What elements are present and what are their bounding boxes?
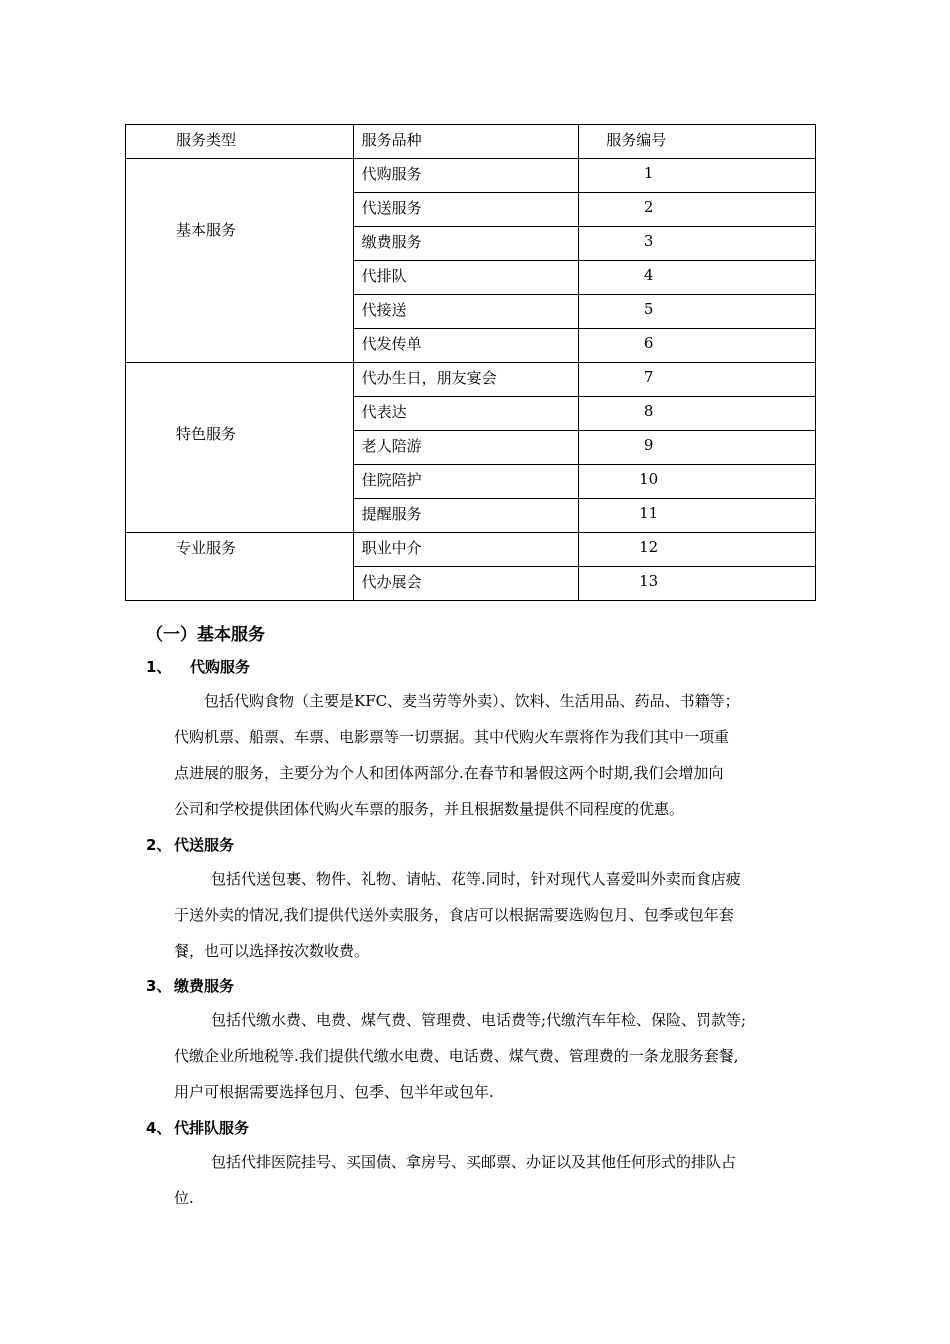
subsection-heading-purchase (146, 656, 250, 677)
subsection-heading-delivery (146, 834, 234, 855)
paragraph-line: 于送外卖的情况,我们提供代送外卖服务，食店可以根据需要选购包月、包季或包年套 (174, 906, 734, 924)
item-cell: 提醒服务 (353, 499, 579, 533)
subsection-number: 2、 (146, 836, 172, 854)
table-header-row (126, 125, 816, 159)
paragraph-delivery (174, 861, 822, 969)
subsection-title: 代排队服务 (174, 1119, 250, 1137)
subsection-title: 代购服务 (190, 658, 251, 676)
header-cell-number: 服务编号 (579, 125, 816, 159)
subsection-title: 缴费服务 (174, 977, 235, 995)
paragraph-line: 包括代缴水费、电费、煤气费、管理费、电话费等;代缴汽车年检、保险、罚款等; (211, 1011, 747, 1029)
subsection-heading-queue (146, 1117, 249, 1138)
number-cell: 13 (579, 567, 816, 601)
item-cell: 代接送 (353, 295, 579, 329)
number-cell: 2 (579, 193, 816, 227)
group-cell-basic: 基本服务 (126, 159, 354, 363)
number-cell: 11 (579, 499, 816, 533)
section-heading: （一）基本服务 (146, 625, 265, 645)
paragraph-line: 位. (174, 1189, 194, 1207)
item-cell: 老人陪游 (353, 431, 579, 465)
subsection-title: 代送服务 (174, 836, 235, 854)
paragraph-line: 公司和学校提供团体代购火车票的服务，并且根据数量提供不同程度的优惠。 (174, 800, 685, 818)
item-cell: 代送服务 (353, 193, 579, 227)
item-cell: 代办生日，朋友宴会 (353, 363, 579, 397)
table-row (126, 533, 816, 567)
paragraph-purchase (174, 683, 822, 827)
item-cell: 职业中介 (353, 533, 579, 567)
paragraph-line: 代购机票、船票、车票、电影票等一切票据。其中代购火车票将作为我们其中一项重 (174, 728, 730, 746)
number-cell: 9 (579, 431, 816, 465)
paragraph-line: 点进展的服务，主要分为个人和团体两部分.在春节和暑假这两个时期,我们会增加向 (174, 764, 724, 782)
group-cell-special: 特色服务 (126, 363, 354, 533)
number-cell: 3 (579, 227, 816, 261)
subsection-number: 4、 (146, 1119, 172, 1137)
number-cell: 10 (579, 465, 816, 499)
paragraph-line: 用户可根据需要选择包月、包季、包半年或包年. (174, 1083, 494, 1101)
subsection-heading-payment (146, 975, 234, 996)
item-cell: 缴费服务 (353, 227, 579, 261)
item-cell: 代表达 (353, 397, 579, 431)
table-row (126, 159, 816, 193)
number-cell: 7 (579, 363, 816, 397)
item-cell: 代办展会 (353, 567, 579, 601)
number-cell: 4 (579, 261, 816, 295)
number-cell: 6 (579, 329, 816, 363)
paragraph-line: 包括代送包裹、物件、礼物、请帖、花等.同时，针对现代人喜爱叫外卖而食店疲 (211, 870, 741, 888)
paragraph-queue (174, 1144, 822, 1216)
header-cell-type: 服务类型 (126, 125, 354, 159)
number-cell: 12 (579, 533, 816, 567)
subsection-number: 3、 (146, 977, 172, 995)
item-cell: 代发传单 (353, 329, 579, 363)
item-cell: 代购服务 (353, 159, 579, 193)
paragraph-line: 餐，也可以选择按次数收费。 (174, 942, 370, 960)
service-table (125, 124, 816, 601)
paragraph-line: 包括代排医院挂号、买国债、拿房号、买邮票、办证以及其他任何形式的排队占 (211, 1153, 737, 1171)
number-cell: 5 (579, 295, 816, 329)
item-cell: 住院陪护 (353, 465, 579, 499)
paragraph-line: 包括代购食物（主要是KFC、麦当劳等外卖）、饮料、生活用品、药品、书籍等； (204, 692, 740, 710)
number-cell: 1 (579, 159, 816, 193)
group-cell-professional: 专业服务 (126, 533, 354, 601)
paragraph-line: 代缴企业所地税等.我们提供代缴水电费、电话费、煤气费、管理费的一条龙服务套餐, (174, 1047, 739, 1065)
paragraph-payment (174, 1002, 822, 1110)
item-cell: 代排队 (353, 261, 579, 295)
number-cell: 8 (579, 397, 816, 431)
subsection-number: 1、 (146, 658, 172, 676)
header-cell-item: 服务品种 (353, 125, 579, 159)
table-row (126, 363, 816, 397)
